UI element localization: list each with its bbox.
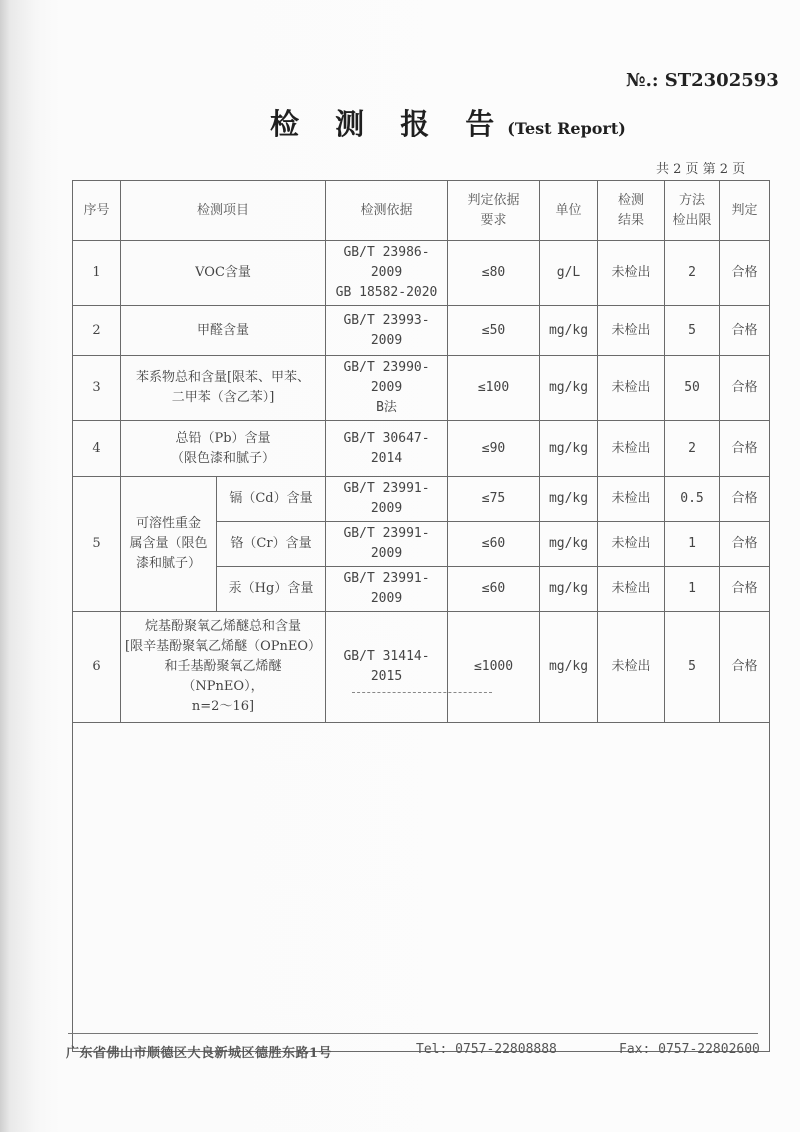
row-result: 未检出 xyxy=(598,421,665,477)
page-indicator: 共 2 页 第 2 页 xyxy=(656,162,746,177)
header-requirement: 判定依据 要求 xyxy=(448,181,540,241)
row-result: 未检出 xyxy=(598,356,665,421)
row-seq: 6 xyxy=(73,612,121,723)
row-group-item: 可溶性重金 属含量（限色 漆和腻子） xyxy=(121,477,217,612)
header-item: 检测项目 xyxy=(121,181,326,241)
table-row xyxy=(73,421,770,477)
header-judgment: 判定 xyxy=(720,181,770,241)
row-requirement: ≤60 xyxy=(448,522,540,567)
row-limit: 1 xyxy=(665,522,720,567)
header-seq: 序号 xyxy=(73,181,121,241)
row-seq: 3 xyxy=(73,356,121,421)
row-item: VOC含量 xyxy=(121,241,326,306)
row-judgment: 合格 xyxy=(720,567,770,612)
header-result: 检测 结果 xyxy=(598,181,665,241)
row-unit: mg/kg xyxy=(540,306,598,356)
row-limit: 5 xyxy=(665,306,720,356)
row-requirement: ≤1000 xyxy=(448,612,540,723)
row-limit: 5 xyxy=(665,612,720,723)
title-english: (Test Report) xyxy=(507,119,626,138)
row-judgment: 合格 xyxy=(720,612,770,723)
row-unit: mg/kg xyxy=(540,477,598,522)
results-table xyxy=(72,180,770,1052)
table-row xyxy=(73,612,770,723)
footer-divider xyxy=(68,1033,758,1034)
row-requirement: ≤60 xyxy=(448,567,540,612)
row-basis: GB/T 23990-2009 B法 xyxy=(326,356,448,421)
row-basis: GB/T 30647-2014 xyxy=(326,421,448,477)
row-item: 镉（Cd）含量 xyxy=(217,477,326,522)
row-seq: 4 xyxy=(73,421,121,477)
row-basis: GB/T 23986-2009 GB 18582-2020 xyxy=(326,241,448,306)
header-limit: 方法 检出限 xyxy=(665,181,720,241)
row-seq: 1 xyxy=(73,241,121,306)
row-item: 甲醛含量 xyxy=(121,306,326,356)
row-item: 总铅（Pb）含量 （限色漆和腻子） xyxy=(121,421,326,477)
row-result: 未检出 xyxy=(598,306,665,356)
row-item: 烷基酚聚氧乙烯醚总和含量 [限辛基酚聚氧乙烯醚（OPnEO） 和壬基酚聚氧乙烯醚（NPnEO）， n=2～16] xyxy=(121,612,326,723)
row-limit: 2 xyxy=(665,241,720,306)
blank-cell xyxy=(73,723,770,1052)
title-chinese: 检 测 报 告 xyxy=(270,107,508,141)
row-item: 汞（Hg）含量 xyxy=(217,567,326,612)
row-judgment: 合格 xyxy=(720,421,770,477)
header-basis: 检测依据 xyxy=(326,181,448,241)
report-number: №.: ST2302593 xyxy=(626,70,779,91)
footer-fax: Fax: 0757-22802600 xyxy=(619,1042,760,1057)
row-item: 苯系物总和含量[限苯、甲苯、 二甲苯（含乙苯）] xyxy=(121,356,326,421)
row-result: 未检出 xyxy=(598,612,665,723)
row-judgment: 合格 xyxy=(720,356,770,421)
row-result: 未检出 xyxy=(598,241,665,306)
row-basis: GB/T 23991-2009 xyxy=(326,477,448,522)
row-judgment: 合格 xyxy=(720,306,770,356)
row-basis: GB/T 23993-2009 xyxy=(326,306,448,356)
row-seq: 5 xyxy=(73,477,121,612)
row-unit: mg/kg xyxy=(540,356,598,421)
row-item: 铬（Cr）含量 xyxy=(217,522,326,567)
row-basis: GB/T 23991-2009 xyxy=(326,567,448,612)
header-unit: 单位 xyxy=(540,181,598,241)
row-unit: mg/kg xyxy=(540,567,598,612)
row-unit: g/L xyxy=(540,241,598,306)
page-title xyxy=(270,102,626,143)
row-seq: 2 xyxy=(73,306,121,356)
table-row xyxy=(73,306,770,356)
table-row xyxy=(73,477,770,522)
table-row xyxy=(73,241,770,306)
table-header xyxy=(73,181,770,241)
end-of-table-divider xyxy=(352,692,492,693)
row-judgment: 合格 xyxy=(720,477,770,522)
row-limit: 1 xyxy=(665,567,720,612)
row-basis: GB/T 23991-2009 xyxy=(326,522,448,567)
row-result: 未检出 xyxy=(598,567,665,612)
row-limit: 2 xyxy=(665,421,720,477)
row-basis: GB/T 31414-2015 xyxy=(326,612,448,723)
row-unit: mg/kg xyxy=(540,612,598,723)
row-requirement: ≤100 xyxy=(448,356,540,421)
row-limit: 50 xyxy=(665,356,720,421)
row-result: 未检出 xyxy=(598,522,665,567)
row-judgment: 合格 xyxy=(720,522,770,567)
row-requirement: ≤75 xyxy=(448,477,540,522)
table-row xyxy=(73,356,770,421)
row-requirement: ≤80 xyxy=(448,241,540,306)
row-limit: 0.5 xyxy=(665,477,720,522)
row-requirement: ≤90 xyxy=(448,421,540,477)
table-blank-area xyxy=(73,723,770,1052)
row-unit: mg/kg xyxy=(540,421,598,477)
footer-address: 广东省佛山市顺德区大良新城区德胜东路1号 xyxy=(66,1046,333,1061)
row-judgment: 合格 xyxy=(720,241,770,306)
row-result: 未检出 xyxy=(598,477,665,522)
footer-tel: Tel: 0757-22808888 xyxy=(416,1042,557,1057)
row-unit: mg/kg xyxy=(540,522,598,567)
row-requirement: ≤50 xyxy=(448,306,540,356)
